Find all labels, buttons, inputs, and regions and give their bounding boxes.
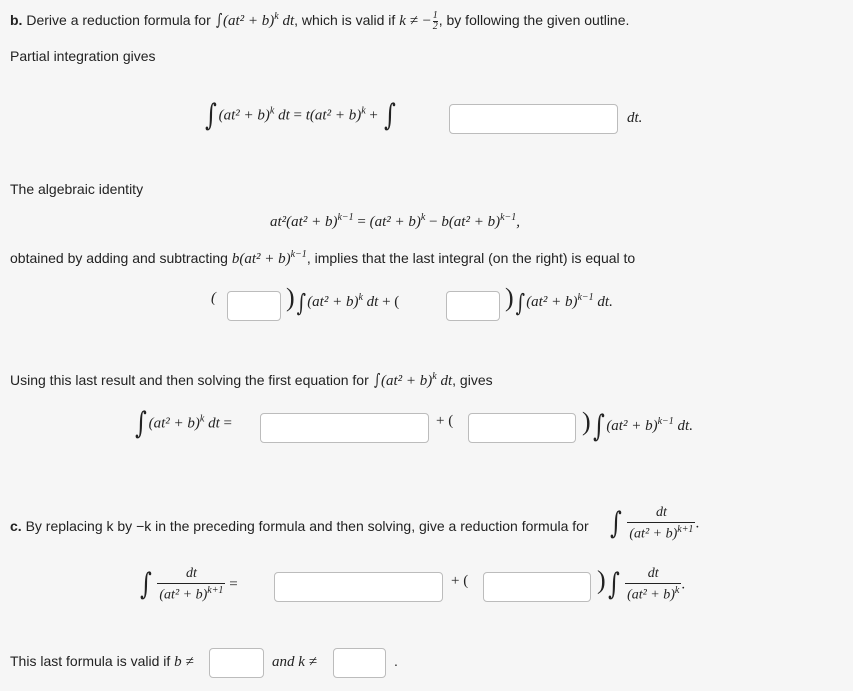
final-period: . xyxy=(394,653,398,669)
eq3-lhs: ∫ $(at^2 + b)^k$ dt = xyxy=(134,406,233,441)
c-term-input[interactable] xyxy=(274,572,443,602)
intro-text: Derive a reduction formula for xyxy=(26,12,211,28)
using-text: Using this last result and then solving the first equation for $\int(at^2 + b)^k$ dt, gives xyxy=(10,370,493,389)
eq3-plus-paren: + ( xyxy=(436,413,454,429)
eq4-lhs: ∫ $\frac{dt}{(at^2 + b)^{k+1}}$ = xyxy=(139,566,238,603)
coef1-input[interactable] xyxy=(227,291,281,321)
eq3-tail: )∫ $(at^2 + b)^{k-1}$ dt. xyxy=(582,407,693,444)
part-b-intro: b. Derive a reduction formula for $\int(at^2 + b)^k$ dt, which is valid if k ≠ − $\frac{1}{2}$ , by following the given outline. xyxy=(10,10,630,33)
coef2-input[interactable] xyxy=(446,291,500,321)
eq1-dt: dt. xyxy=(627,110,643,126)
part-c-label: c. xyxy=(10,518,22,534)
intro-integral: $\int(at^2 + b)^k$ dt xyxy=(215,10,295,29)
partial-integrand-input[interactable] xyxy=(449,104,618,134)
k-value-input[interactable] xyxy=(333,648,386,678)
part-c-intro: c. By replacing k by −k in the preceding formula and then solving, give a reduction formula for xyxy=(10,518,589,534)
solved-term-input[interactable] xyxy=(260,413,429,443)
eq4-plus-paren: + ( xyxy=(451,573,469,589)
c-coef-input[interactable] xyxy=(483,572,591,602)
part-c-target-integral: ∫ $\frac{dt}{(at^2 + b)^{k+1}}$ . xyxy=(609,505,700,542)
eq2-middle: )∫ $(at^2 + b)^k$ dt + ( xyxy=(286,283,400,317)
k-condition: k ≠ − $\frac{1}{2}$ xyxy=(399,10,438,33)
partial-text: Partial integration gives xyxy=(10,48,156,64)
eq2-tail: )∫ $(at^2 + b)^{k-1}$ dt. xyxy=(505,283,613,317)
obtained-text: obtained by adding and subtracting $b(at^2 + b)^{k-1}$, implies that the last integral (on the right) is equal to xyxy=(10,249,636,267)
eq4-tail: )∫ $\frac{dt}{(at^2 + b)^k}$ . xyxy=(597,565,686,603)
identity-label: The algebraic identity xyxy=(10,181,144,197)
valid-text: This last formula is valid if b ≠ xyxy=(10,653,194,670)
solved-coef-input[interactable] xyxy=(468,413,576,443)
and-k-text: and k ≠ xyxy=(272,654,317,670)
eq2-open-paren-1: ( xyxy=(211,290,216,306)
part-b-label: b. xyxy=(10,12,23,28)
partial-integration-equation: ∫ $(at^2 + b)^k$ dt = $t(at^2 + b)^k$ + ∫ xyxy=(204,98,396,133)
b-value-input[interactable] xyxy=(209,648,264,678)
algebraic-identity: $at^2(at^2 + b)^{k-1} = (at^2 + b)^k - b(at^2 + b)^{k-1}$, xyxy=(270,212,521,230)
